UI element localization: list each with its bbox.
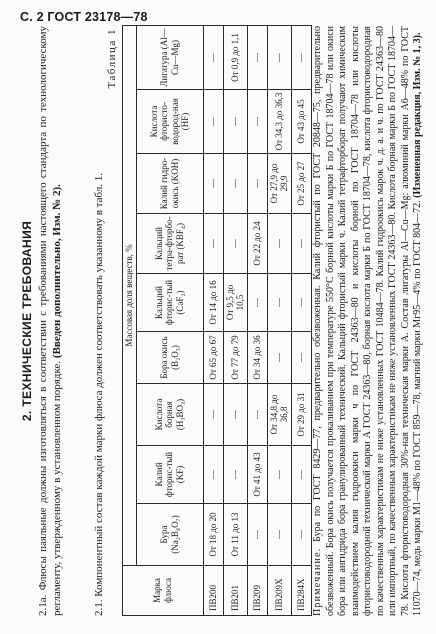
table-cell: — xyxy=(203,214,223,274)
table-cell: — xyxy=(247,504,267,566)
table-cell: — xyxy=(247,90,267,154)
column-header: Калий фторис-тый (KF) xyxy=(136,446,203,504)
table-cell: От 29 до 31 xyxy=(291,384,311,446)
page-header: С. 2 ГОСТ 23178—78 xyxy=(20,10,148,24)
table-cell: — xyxy=(203,25,223,89)
table-cell: От 22 до 24 xyxy=(247,214,267,274)
column-header: Бора окись (B₂O₃) xyxy=(136,332,203,384)
table-cell: — xyxy=(223,446,247,504)
table-cell: — xyxy=(267,332,291,384)
brand-cell: ПВ284Х xyxy=(291,566,311,616)
table-cell: — xyxy=(267,274,291,332)
paragraph-2-1a-body: 2.1а. Флюсы паяльные должны изготовляться в соответствии с требованиями настоящего стандарта по технологическому регламенту, утвержденному в установленном порядке. xyxy=(37,26,63,616)
table-cell: От 77 до 79 xyxy=(223,332,247,384)
table-cell: — xyxy=(267,214,291,274)
table-cell: — xyxy=(203,154,223,214)
table-cell: — xyxy=(223,384,247,446)
table-cell: От 34,3 до 36,3 xyxy=(267,90,291,154)
table-cell: — xyxy=(291,214,311,274)
table-cell: — xyxy=(203,90,223,154)
brand-cell: ПВ200 xyxy=(203,566,223,616)
table-cell: — xyxy=(247,25,267,89)
paragraph-2-1-body: 2.1. Компонентный состав каждой марки флюса должен соответствовать указанному в табл. 1. xyxy=(93,172,105,616)
table-cell: От 14 до 16 xyxy=(203,274,223,332)
table-notes xyxy=(312,26,425,616)
column-header: Кислота фтористо-водород-ная (HF) xyxy=(136,90,203,154)
table-cell: — xyxy=(247,384,267,446)
table-row xyxy=(247,25,267,615)
table-row xyxy=(203,25,223,615)
table-row xyxy=(291,25,311,615)
table-cell: — xyxy=(203,446,223,504)
table-cell: От 18 до 20 xyxy=(203,504,223,566)
table-cell: — xyxy=(291,274,311,332)
column-header: Лигатура (Al—Cu—Mg) xyxy=(136,25,203,89)
table-cell: От 34,8 до 36,8 xyxy=(267,384,291,446)
column-header: Кислота борная (H₃BO₃) xyxy=(136,384,203,446)
table-cell: От 11 до 13 xyxy=(223,504,247,566)
table-caption: Таблица 1 xyxy=(106,28,118,89)
table-cell: От 43 до 45 xyxy=(291,90,311,154)
paragraph-2-1 xyxy=(92,26,106,616)
column-header: Бура (Na₂B₄O₇) xyxy=(136,504,203,566)
table-cell: — xyxy=(247,274,267,332)
table-row xyxy=(223,25,247,615)
notes-lead: Примечание. xyxy=(312,547,323,616)
table-cell: — xyxy=(203,384,223,446)
brand-cell: ПВ201 xyxy=(223,566,247,616)
table-cell: — xyxy=(291,504,311,566)
table-cell: От 9,5 до 10,5 xyxy=(223,274,247,332)
table-cell: От 0,9 до 1,1 xyxy=(223,25,247,89)
brand-cell: ПВ209Х xyxy=(267,566,291,616)
table-cell: — xyxy=(247,154,267,214)
notes-amendment: (Измененная редакция, Изм. № 1, 3). xyxy=(412,32,423,198)
composition-table xyxy=(122,25,312,616)
table-cell: От 41 до 43 xyxy=(247,446,267,504)
table-cell: — xyxy=(223,214,247,274)
table-cell: — xyxy=(223,90,247,154)
table-cell: От 27,9 до 29,9 xyxy=(267,154,291,214)
paragraph-2-1a-amendment: (Введен дополнительно, Изм. № 2). xyxy=(51,184,63,359)
table-cell: — xyxy=(267,25,291,89)
table-cell: — xyxy=(267,504,291,566)
notes-body: Бура по ГОСТ 8429—77, предварительно обезвоженная. Калий фтористый по ГОСТ 20848—75, предварительно обезвоженный. Бора окись получается прокаливанием при температуре 550°С борной кислоты марки Б по ГОСТ 18704—78 или окиси бора или ангидрида бора гранулированный технический. Кальций фтористый марки ч. Калий тетрафторборат получают химическим взаимодействием калия гидроокиси марки ч по ГОСТ 24363—80 и кислоты борной по ГОСТ 18704—78 или кислоты фтористоводородной технической марки А ГОСТ 24363—80, борная кислота марки Б по ГОСТ 18704—78, кислота фтористоводородная по качественным характеристикам не ниже установленных ГОСТ 10484—78. Калий гидроокись марок ч. д. а. и ч. по ГОСТ 24363—80 или импортный, по качественным характеристикам не ниже установленных ГОСТ 24363—80. Кислота борная марки Б по ГОСТ 18704—78. Кислота фтористоводородная 30%-ная техническая марки А. Состав лигатуры Al—Cu—Mg: алюминий марки А6—48% по ГОСТ 11070—74, медь марки М1—48% по ГОСТ 859—78, магний марки Мг95—4% по ГОСТ 804—72. xyxy=(312,26,423,616)
table-cell: — xyxy=(291,332,311,384)
table-cell: От 34 до 36 xyxy=(247,332,267,384)
table-cell: — xyxy=(291,25,311,89)
table-cell: От 65 до 67 xyxy=(203,332,223,384)
table-cell: — xyxy=(267,446,291,504)
header-mass-fraction: Массовая доля веществ, % xyxy=(123,25,137,565)
column-header: Кальций тетра-фторбо-рат (KBF₄) xyxy=(136,214,203,274)
table-cell: — xyxy=(291,446,311,504)
section-title: 2. ТЕХНИЧЕСКИЕ ТРЕБОВАНИЯ xyxy=(20,220,34,422)
rotated-content xyxy=(20,26,424,616)
header-brand: Марка флюса xyxy=(123,566,204,616)
brand-cell: ПВ209 xyxy=(247,566,267,616)
paragraph-2-1a xyxy=(36,26,64,616)
column-header: Калий гидро-окись (KOH) xyxy=(136,154,203,214)
column-header: Кальций фторис-тый (CaF₂) xyxy=(136,274,203,332)
table-cell: — xyxy=(223,154,247,214)
table-cell: От 25 до 27 xyxy=(291,154,311,214)
table-row xyxy=(267,25,291,615)
